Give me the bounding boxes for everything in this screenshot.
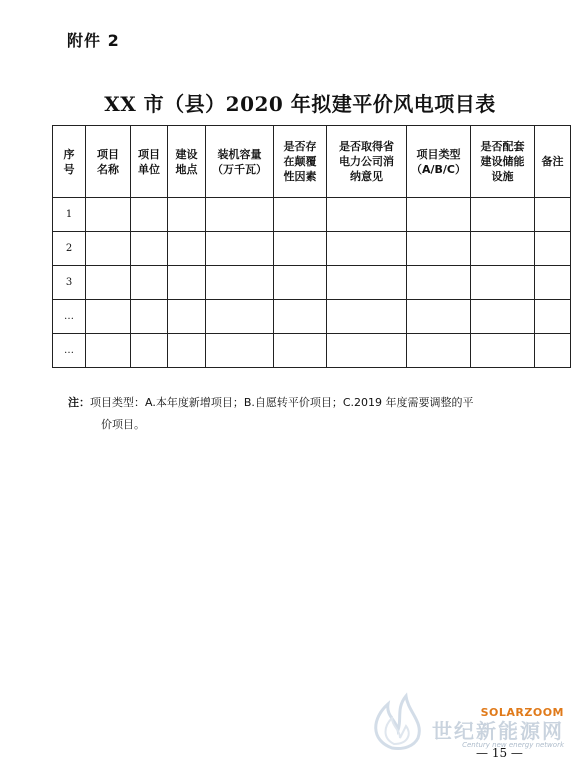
attachment-label: 附件 2 (67, 31, 120, 50)
header-project-unit (131, 126, 168, 198)
header-subversive-factors (274, 126, 327, 198)
project-table (52, 125, 571, 368)
table-cell (535, 198, 571, 232)
row-serial: … (53, 334, 86, 368)
table-note (68, 392, 548, 436)
note-label: 注： (68, 396, 90, 409)
header-storage (471, 126, 535, 198)
table-cell (274, 232, 327, 266)
header-remarks (535, 126, 571, 198)
watermark-site-en: Century new energy network (462, 741, 564, 749)
header-capacity (206, 126, 274, 198)
table-cell (131, 198, 168, 232)
header-location-text: 建设 地点 (175, 147, 198, 176)
page-title: XX 市（县）2020 年拟建平价风电项目表 (104, 92, 496, 116)
table-cell (206, 300, 274, 334)
table-cell (471, 300, 535, 334)
header-remarks-text: 备注 (541, 155, 564, 168)
table-cell (274, 198, 327, 232)
header-subversive-factors-text: 是否存 在颠覆 性因素 (283, 140, 317, 183)
header-project-name-text: 项目 名称 (97, 147, 119, 176)
table-row (53, 266, 571, 300)
header-storage-text: 是否配套 建设储能 设施 (480, 140, 525, 183)
table-cell (86, 266, 131, 300)
watermark-brand: SOLARZOOM (480, 706, 564, 719)
table-cell (86, 334, 131, 368)
table-cell (327, 266, 407, 300)
note-text-line2: 价项目。 (101, 418, 145, 431)
table-cell (206, 232, 274, 266)
table-cell (471, 334, 535, 368)
table-cell (86, 232, 131, 266)
table-cell (535, 300, 571, 334)
table-cell (206, 334, 274, 368)
table-row (53, 232, 571, 266)
table-cell (274, 266, 327, 300)
table-cell (131, 300, 168, 334)
table-cell (535, 232, 571, 266)
row-serial: 3 (53, 266, 86, 300)
page-number: — 15 — (476, 746, 523, 760)
header-grid-opinion (327, 126, 407, 198)
table-cell (407, 198, 471, 232)
table-cell (327, 334, 407, 368)
table-cell (131, 232, 168, 266)
table-cell (168, 334, 206, 368)
table-cell (407, 232, 471, 266)
table-cell (86, 300, 131, 334)
table-cell (206, 266, 274, 300)
row-serial: 1 (53, 198, 86, 232)
table-cell (131, 266, 168, 300)
header-capacity-text: 装机容量 （万千瓦） (212, 147, 267, 176)
table-cell (206, 198, 274, 232)
header-serial-text: 序 号 (63, 147, 75, 176)
table-cell (274, 300, 327, 334)
header-project-type-text: 项目类型 （A/B/C） (410, 147, 466, 176)
table-cell (535, 334, 571, 368)
header-project-type (407, 126, 471, 198)
table-cell (168, 266, 206, 300)
table-cell (274, 334, 327, 368)
table-cell (471, 232, 535, 266)
table-cell (407, 266, 471, 300)
watermark (432, 706, 564, 749)
table-cell (471, 266, 535, 300)
table-row (53, 300, 571, 334)
note-text-line1: 项目类型：A.本年度新增项目；B.自愿转平价项目；C.2019 年度需要调整的平 (90, 396, 474, 409)
table-cell (131, 334, 168, 368)
watermark-site-cn: 世纪新能源网 (432, 719, 564, 743)
table-cell (168, 232, 206, 266)
table-cell (168, 198, 206, 232)
header-grid-opinion-text: 是否取得省 电力公司消 纳意见 (339, 140, 394, 183)
header-project-unit-text: 项目 单位 (138, 147, 160, 176)
row-serial: 2 (53, 232, 86, 266)
table-cell (407, 334, 471, 368)
table-cell (327, 300, 407, 334)
table-cell (168, 300, 206, 334)
table-row (53, 334, 571, 368)
table-cell (327, 198, 407, 232)
header-location (168, 126, 206, 198)
table-header-row (53, 126, 571, 198)
watermark-flame-logo (362, 690, 432, 752)
table-cell (86, 198, 131, 232)
header-project-name (86, 126, 131, 198)
table-cell (407, 300, 471, 334)
table-row (53, 198, 571, 232)
row-serial: … (53, 300, 86, 334)
table-cell (535, 266, 571, 300)
table-cell (327, 232, 407, 266)
table-cell (471, 198, 535, 232)
header-serial (53, 126, 86, 198)
